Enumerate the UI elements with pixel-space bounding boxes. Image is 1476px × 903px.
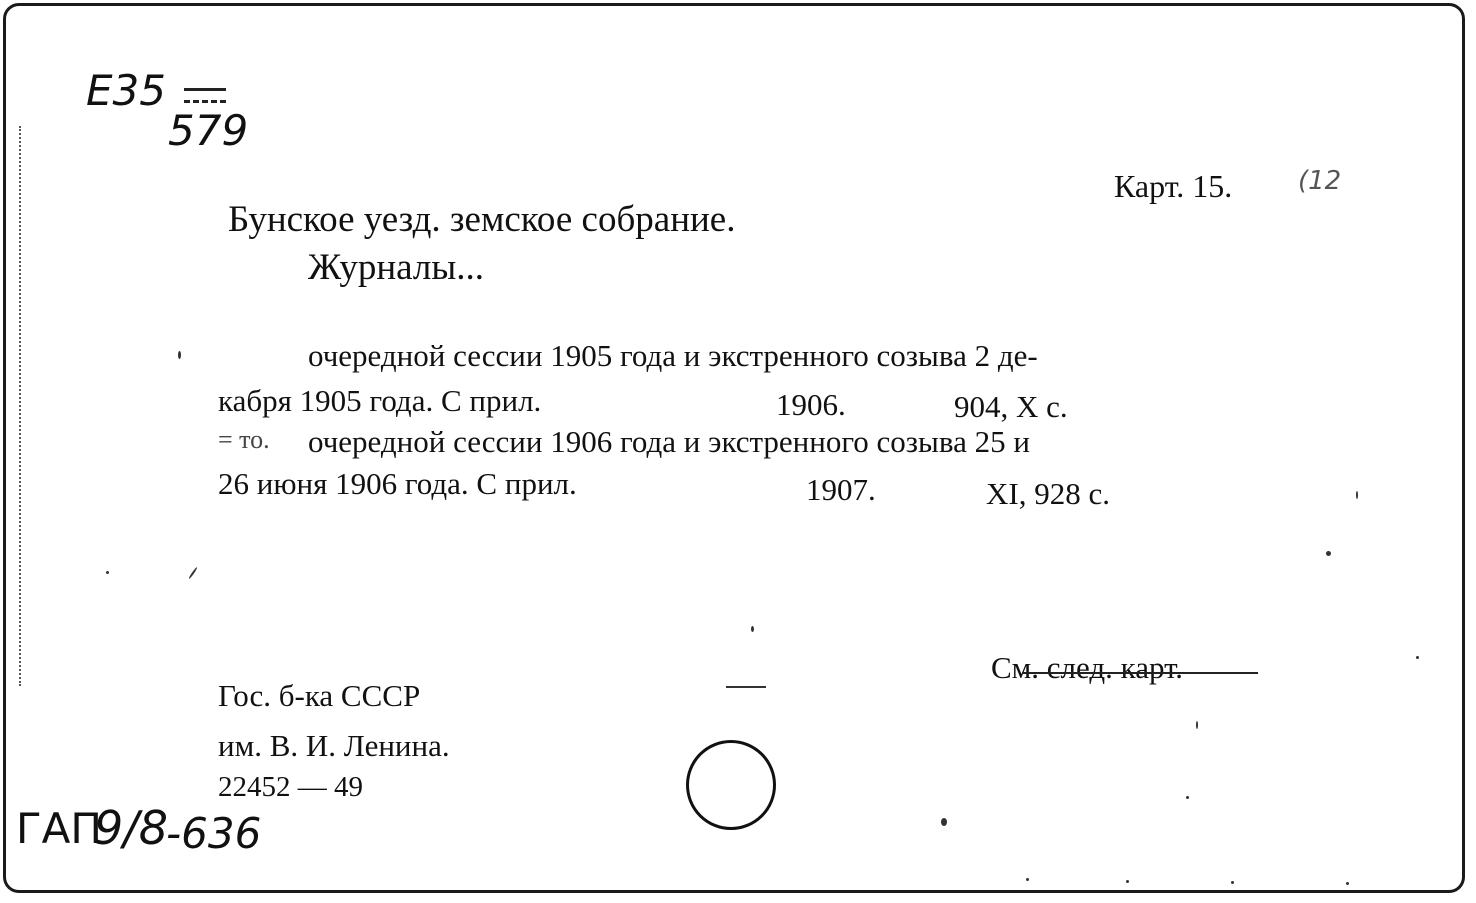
scan-speck (1356, 491, 1358, 499)
see-next-strike (1022, 672, 1258, 674)
handwritten-shelfmark-bottom-c: -636 (166, 809, 262, 858)
entry-2-year: 1907. (806, 472, 876, 507)
library-line-3: 22452 — 49 (218, 771, 363, 803)
scan-speck (106, 571, 109, 574)
scan-margin-line (19, 126, 21, 686)
scan-speck (1026, 878, 1029, 881)
scan-speck (1326, 551, 1331, 556)
handwritten-shelfmark-stroke-2 (184, 100, 226, 103)
scan-speck (1346, 882, 1349, 885)
handwritten-shelfmark-stroke (184, 88, 226, 91)
entry-2-pages: XI, 928 с. (986, 476, 1110, 511)
handwritten-shelfmark-top: E35 (86, 66, 166, 115)
scan-speck (726, 686, 766, 688)
scan-speck (188, 567, 198, 580)
scan-speck (178, 351, 181, 359)
entry-2-line-1: очередной сессии 1906 года и экстренного созыва 25 и (308, 424, 1030, 459)
entry-1-pages: 904, X с. (954, 389, 1068, 424)
handwritten-shelfmark-bottom-a: ГАП (16, 804, 102, 853)
handwritten-shelfmark-sub: 579 (168, 106, 249, 155)
card-heading: Бунское уезд. земское собрание. (228, 199, 736, 240)
entry-1-line-2: кабря 1905 года. С прил. (218, 383, 542, 418)
punch-hole (686, 740, 776, 830)
entry-1-line-1: очередной сессии 1905 года и экстренного созыва 2 де- (308, 338, 1038, 373)
scan-speck (1416, 656, 1419, 659)
entry-1-year: 1906. (776, 387, 846, 422)
card-subheading: Журналы... (308, 247, 484, 288)
handwritten-shelfmark-bottom-b: 9/8 (94, 801, 169, 855)
catalog-card (3, 3, 1465, 893)
card-number: Карт. 15. (1114, 168, 1233, 204)
scan-speck (1186, 796, 1189, 799)
library-line-2: им. В. И. Ленина. (218, 728, 450, 763)
scan-speck (751, 626, 754, 632)
entry-2-line-2: 26 июня 1906 года. С прил. (218, 466, 577, 501)
handwritten-card-extra: (12 (1298, 166, 1342, 196)
scan-speck (1231, 881, 1234, 884)
see-next-card: См. след. карт. (991, 650, 1184, 685)
scan-speck (1126, 880, 1129, 883)
scan-speck (941, 818, 947, 826)
entry-2-lead: = то. (218, 425, 270, 454)
scan-speck (1196, 721, 1198, 729)
library-line-1: Гос. б-ка СССР (218, 678, 421, 713)
